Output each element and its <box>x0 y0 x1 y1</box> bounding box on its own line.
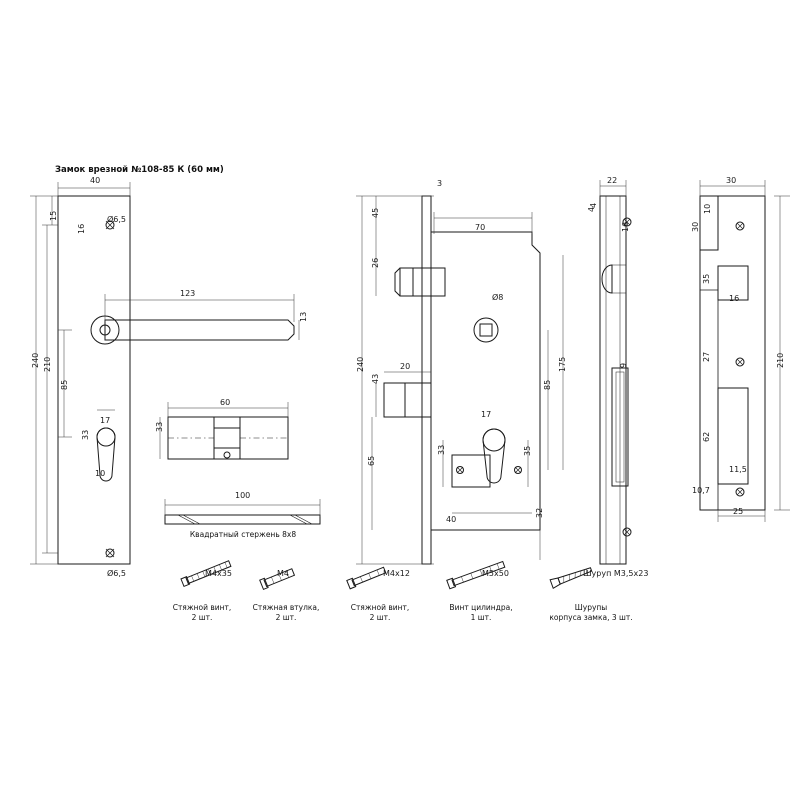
dim-plate-10: 10 <box>95 469 106 478</box>
hardware-caption-2-line1: Стяжной винт, <box>350 603 410 612</box>
dim-body-20: 20 <box>400 362 411 371</box>
dim-strike-9: 9 <box>619 362 628 368</box>
dim-frame-25: 25 <box>733 507 744 516</box>
hardware-code-0: M4x35 <box>205 569 232 578</box>
dim-frame-4: 4 <box>587 206 596 212</box>
dim-frame-35: 35 <box>702 273 711 284</box>
hardware-caption-0-line1: Стяжной винт, <box>172 603 232 612</box>
dim-cylinder-length: 60 <box>220 398 231 407</box>
hardware-code-1: M4 <box>277 569 289 578</box>
dim-plate-15: 15 <box>49 210 58 221</box>
hardware-caption-4-line1: Шурупы <box>574 603 608 612</box>
hardware-caption-0-line2: 2 шт. <box>191 613 213 622</box>
dim-body-175: 175 <box>558 356 567 372</box>
hardware-code-2: M4x12 <box>383 569 410 578</box>
dim-plate-16: 16 <box>77 223 86 234</box>
hardware-caption-1-line1: Стяжная втулка, <box>252 603 320 612</box>
dim-frame-210: 210 <box>776 352 785 368</box>
dim-frame-62: 62 <box>702 431 711 442</box>
hardware-code-4: Шуруп М3,5х23 <box>583 569 649 578</box>
dim-body-33: 33 <box>437 444 446 455</box>
dim-body-thickness: 3 <box>437 179 443 188</box>
hardware-code-3: M5x50 <box>482 569 509 578</box>
drawing-title: Замок врезной №108-85 К (60 мм) <box>55 165 224 175</box>
dim-body-43: 43 <box>371 373 380 384</box>
dim-rod-length: 100 <box>235 491 251 500</box>
dim-body-65: 65 <box>367 455 376 466</box>
dim-strike-22: 22 <box>607 176 618 185</box>
hardware-caption-3-line1: Винт цилиндра, <box>449 603 513 612</box>
dim-frame-10: 10 <box>703 203 712 214</box>
dim-body-45: 45 <box>371 207 380 218</box>
dim-frame-30b: 30 <box>691 221 700 232</box>
dim-frame-11-5: 11,5 <box>729 465 747 474</box>
dim-body-85: 85 <box>543 379 552 390</box>
hardware-caption-2-line2: 2 шт. <box>369 613 391 622</box>
dim-body-26: 26 <box>371 257 380 268</box>
dim-plate-width: 40 <box>90 176 101 185</box>
dim-cylinder-height: 33 <box>155 421 164 432</box>
dim-plate-height: 240 <box>31 352 40 368</box>
dim-body-32: 32 <box>535 507 544 518</box>
dim-plate-210: 210 <box>43 356 52 372</box>
dim-frame-27: 27 <box>702 351 711 362</box>
dim-body-70: 70 <box>475 223 486 232</box>
hardware-caption-3-line2: 1 шт. <box>470 613 492 622</box>
dim-strike-4: 4 <box>589 202 598 208</box>
dim-handle-length: 123 <box>180 289 196 298</box>
dim-plate-17: 17 <box>100 416 111 425</box>
hardware-caption-4-line2: корпуса замка, 3 шт. <box>549 613 633 622</box>
dim-body-40: 40 <box>446 515 457 524</box>
dim-body-hole8: Ø8 <box>492 293 504 302</box>
dim-body-240: 240 <box>356 356 365 372</box>
dim-body-17: 17 <box>481 410 492 419</box>
dim-hole-bottom: Ø6,5 <box>107 569 127 578</box>
dim-frame-30: 30 <box>726 176 737 185</box>
dim-hole-top: Ø6,5 <box>107 215 127 224</box>
square-rod-caption: Квадратный стержень 8x8 <box>189 530 297 539</box>
dim-handle-thickness: 13 <box>299 311 308 322</box>
dim-plate-33: 33 <box>81 429 90 440</box>
hardware-caption-1-line2: 2 шт. <box>275 613 297 622</box>
dim-frame-10-7: 10,7 <box>692 486 710 495</box>
dim-frame-16: 16 <box>729 294 740 303</box>
dim-plate-85: 85 <box>60 379 69 390</box>
dim-strike-16: 16 <box>621 221 630 232</box>
dim-body-35: 35 <box>523 445 532 456</box>
